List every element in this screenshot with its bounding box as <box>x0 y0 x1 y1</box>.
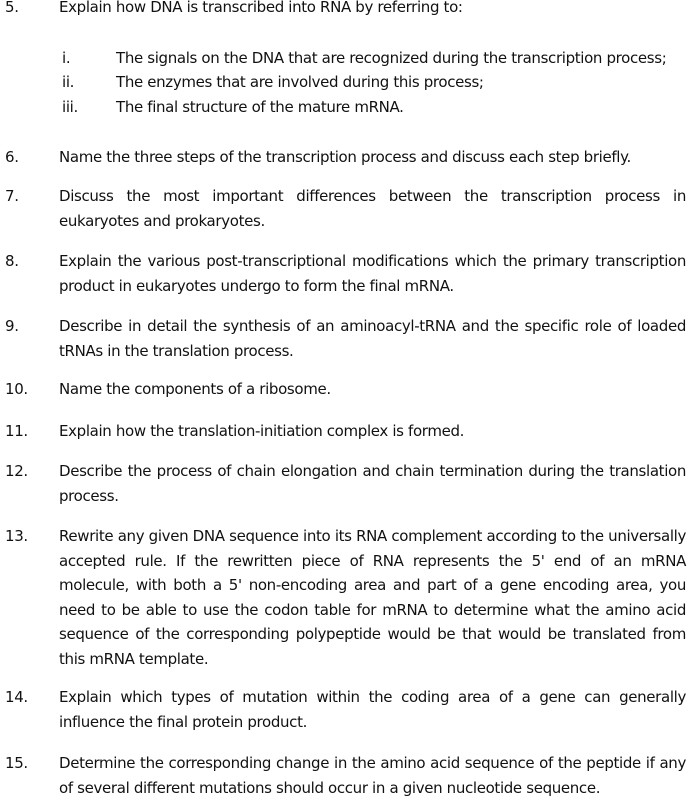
question-number: 13. <box>5 527 28 545</box>
question-number: 6. <box>5 148 19 166</box>
question-number: 10. <box>5 380 28 398</box>
question-text: Describe the process of chain elongation and chain termination during the translation process. <box>59 462 686 505</box>
question-number: 11. <box>5 422 28 440</box>
question-number: 8. <box>5 252 19 270</box>
question-text: Describe in detail the synthesis of an aminoacyl-tRNA and the specific role of loaded tRNAs in the translation process. <box>59 317 686 360</box>
subitem-number: ii. <box>62 73 75 91</box>
subitem-text: The enzymes that are involved during this process; <box>116 73 484 91</box>
question-number: 14. <box>5 688 28 706</box>
question-number: 7. <box>5 187 19 205</box>
question-number: 12. <box>5 462 28 480</box>
subitem-text: The signals on the DNA that are recognized during the transcription process; <box>116 49 667 67</box>
question-text: Discuss the most important differences between the transcription process in eukaryotes and prokaryotes. <box>59 187 686 230</box>
subitem-number: i. <box>62 49 71 67</box>
question-text: Name the three steps of the transcription process and discuss each step briefly. <box>59 148 631 166</box>
question-text: Name the components of a ribosome. <box>59 380 331 398</box>
question-text: Rewrite any given DNA sequence into its RNA complement according to the universally accepted rule. If the rewritten piece of RNA represents the 5' end of an mRNA molecule, with both a 5' non-encoding area and part of a gene encoding area, you need to be able to use the codon table for mRNA to determine what the amino acid sequence of the corresponding polypeptide would be that would be translated from this mRNA template. <box>59 527 686 668</box>
question-text: Explain how DNA is transcribed into RNA by referring to: <box>59 0 463 16</box>
subitem-text: The final structure of the mature mRNA. <box>116 98 404 116</box>
question-number: 15. <box>5 754 28 772</box>
question-text: Explain the various post-transcriptional modifications which the primary transcription product in eukaryotes undergo to form the final mRNA. <box>59 252 686 295</box>
question-number: 9. <box>5 317 19 335</box>
question-number: 5. <box>5 0 19 16</box>
question-text: Explain how the translation-initiation complex is formed. <box>59 422 465 440</box>
question-text: Explain which types of mutation within the coding area of a gene can generally influence the final protein product. <box>59 688 686 731</box>
subitem-number: iii. <box>62 98 78 116</box>
question-text: Determine the corresponding change in the amino acid sequence of the peptide if any of several different mutations should occur in a given nucleotide sequence. <box>59 754 686 797</box>
